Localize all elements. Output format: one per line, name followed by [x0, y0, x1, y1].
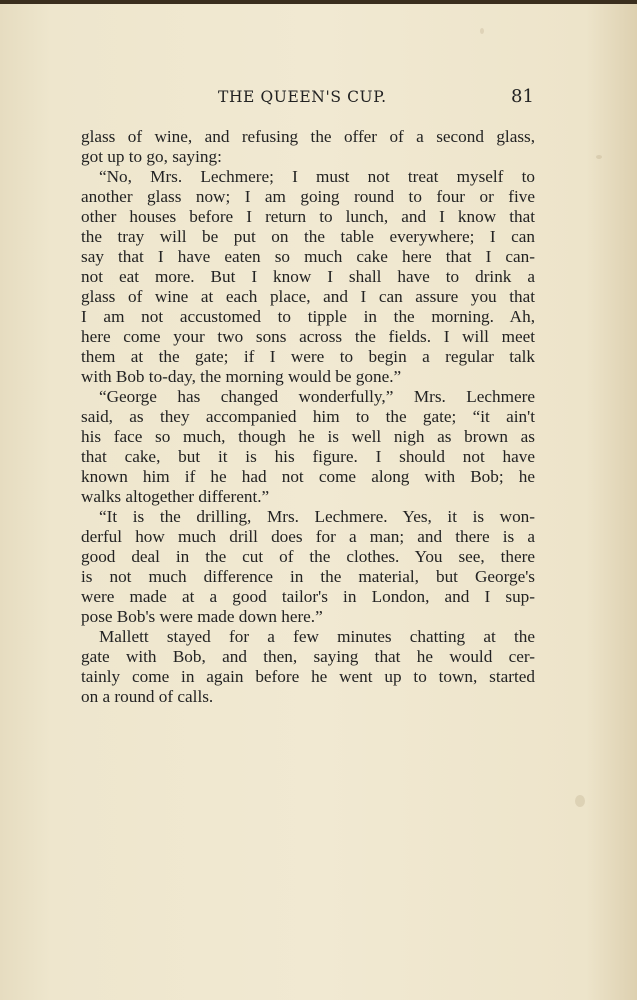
text-line: the tray will be put on the table everywhere; I can: [81, 227, 535, 246]
paper-spot: [480, 28, 484, 34]
text-line: them at the gate; if I were to begin a regular talk: [81, 347, 535, 366]
text-line: on a round of calls.: [81, 687, 214, 706]
text-line: here come your two sons across the fields. I will meet: [81, 327, 535, 346]
text-line: is not much difference in the material, but George's: [81, 567, 535, 586]
text-line: Mallett stayed for a few minutes chatting at the: [99, 627, 535, 646]
paper-spot: [575, 795, 585, 807]
paper-spot: [596, 155, 602, 159]
text-line: “It is the drilling, Mrs. Lechmere. Yes, it is won-: [99, 507, 535, 526]
page-number: 81: [511, 86, 534, 107]
running-title: THE QUEEN'S CUP.: [218, 88, 387, 106]
text-line: glass of wine at each place, and I can assure you that: [81, 287, 535, 306]
text-line: “George has changed wonderfully,” Mrs. Lechmere: [99, 387, 535, 406]
text-line: known him if he had not come along with Bob; he: [81, 467, 535, 486]
text-line: glass of wine, and refusing the offer of a second glass,: [81, 127, 535, 146]
text-line: said, as they accompanied him to the gate; “it ain't: [81, 407, 535, 426]
text-line: that cake, but it is his figure. I should not have: [81, 447, 535, 466]
body-text: [81, 127, 535, 707]
text-line: “No, Mrs. Lechmere; I must not treat myself to: [99, 167, 535, 186]
text-line: got up to go, saying:: [81, 147, 222, 166]
text-line: I am not accustomed to tipple in the morning. Ah,: [81, 307, 535, 326]
text-line: tainly come in again before he went up to town, started: [81, 667, 535, 686]
text-line: pose Bob's were made down here.”: [81, 607, 323, 626]
text-line: another glass now; I am going round to four or five: [81, 187, 535, 206]
page-header: [0, 84, 637, 114]
text-line: good deal in the cut of the clothes. You see, there: [81, 547, 535, 566]
page-top-edge: [0, 0, 637, 4]
text-line: gate with Bob, and then, saying that he would cer-: [81, 647, 535, 666]
text-line: were made at a good tailor's in London, and I sup-: [81, 587, 535, 606]
text-line: walks altogether different.”: [81, 487, 270, 506]
text-line: say that I have eaten so much cake here that I can-: [81, 247, 535, 266]
text-line: other houses before I return to lunch, and I know that: [81, 207, 535, 226]
text-line: not eat more. But I know I shall have to drink a: [81, 267, 535, 286]
text-line: with Bob to-day, the morning would be gone.”: [81, 367, 402, 386]
text-line: his face so much, though he is well nigh as brown as: [81, 427, 535, 446]
text-line: derful how much drill does for a man; and there is a: [81, 527, 535, 546]
